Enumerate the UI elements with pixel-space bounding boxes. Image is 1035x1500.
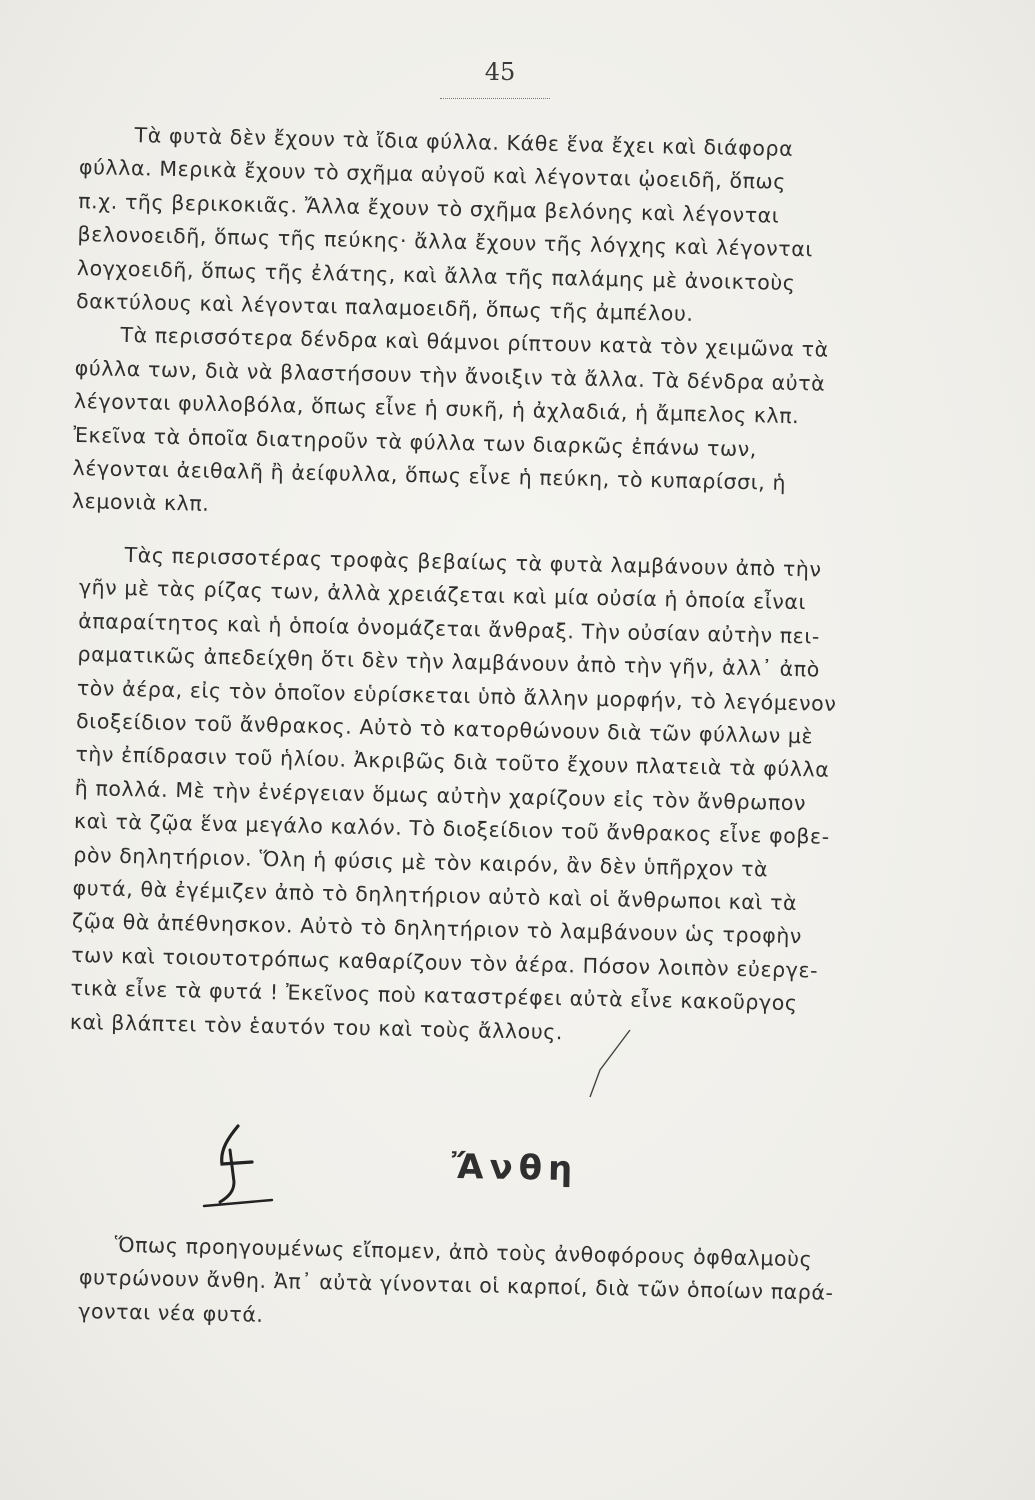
text-line: βελονοειδῆ, ὅπως τῆς πεύκης· ἄλλα ἔχουν τῆς λόγχης καὶ λέγονται	[77, 222, 814, 262]
text-line: Ἐκεῖνα τὰ ὁποῖα διατηροῦν τὰ φύλλα των διαρκῶς ἐπάνω των,	[73, 422, 758, 461]
text-line: ζῷα θὰ ἀπέθνησκον. Αὐτὸ τὸ δηλητήριον τὸ λαμβάνουν ὡς τροφὴν	[71, 909, 803, 949]
text-line: λέγονται ἀειθαλῆ ἢ ἀείφυλλα, ὅπως εἶνε ἡ πεύκη, τὸ κυπαρίσσι, ἡ	[72, 455, 787, 495]
text-line: διοξείδιον τοῦ ἄνθρακος. Αὐτὸ τὸ κατορθώνουν διὰ τῶν φύλλων μὲ	[75, 708, 814, 749]
paragraph-leaves	[72, 118, 910, 536]
text-line: φυτά, θὰ ἐγέμιζεν ἀπὸ τὸ δηλητήριον αὐτὸ καὶ οἱ ἄνθρωποι καὶ τὰ	[72, 875, 798, 916]
text-line: λεμονιὰ κλπ.	[71, 489, 210, 517]
text-line: των καὶ τοιουτοτρόπως καθαρίζουν τὸν ἀέρα. Πόσον λοιπὸν εὐεργε-	[71, 942, 819, 983]
text-line: ἢ πολλά. Μὲ τὴν ἐνέργειαν ὅμως αὐτὴν χαρίζουν εἰς τὸν ἄνθρωπον	[74, 775, 807, 816]
text-line: τὸν ἀέρα, εἰς τὸν ὁποῖον εὑρίσκεται ὑπὸ ἄλλην μορφήν, τὸ λεγόμενον	[76, 675, 837, 716]
text-line: καὶ βλάπτει τὸν ἑαυτόν του καὶ τοὺς ἄλλους.	[69, 1009, 564, 1044]
text-line: λέγονται φυλλοβόλα, ὅπως εἶνε ἡ συκῆ, ἡ ἀχλαδιά, ἡ ἄμπελος κλπ.	[73, 389, 800, 429]
pen-slash-mark	[585, 1025, 635, 1100]
text-line: ἀπαραίτητος καὶ ἡ ὁποία ὀνομάζεται ἄνθραξ. Τὴν οὐσίαν αὐτὴν πει-	[78, 608, 821, 649]
text-line: Τὰ φυτὰ δὲν ἔχουν τὰ ἴδια φύλλα. Κάθε ἕνα ἔχει καὶ διάφορα	[134, 123, 794, 161]
text-line: Τὰς περισσοτέρας τροφὰς βεβαίως τὰ φυτὰ λαμβάνουν ἀπὸ τὴν	[124, 542, 822, 582]
text-line: γῆν μὲ τὰς ρίζας των, ἀλλὰ χρειάζεται καὶ μία οὐσία ἡ ὁποία εἶναι	[78, 575, 807, 615]
page-number-rule	[440, 98, 550, 99]
text-line: φύλλα. Μερικὰ ἔχουν τὸ σχῆμα αὐγοῦ καὶ λέγονται ᾠοειδῆ, ὅπως	[78, 155, 787, 195]
text-line: λογχοειδῆ, ὅπως τῆς ἐλάτης, καὶ ἄλλα τῆς παλάμης μὲ ἀνοικτοὺς	[76, 255, 796, 295]
text-line: ραματικῶς ἀπεδείχθη ὅτι δὲν τὴν λαμβάνουν ἀπὸ τὴν γῆν, ἀλλ᾽ ἀπὸ	[77, 642, 821, 682]
text-line: φυτρώνουν ἄνθη. Ἀπ᾽ αὐτὰ γίνονται οἱ καρποί, διὰ τῶν ὁποίων παρά-	[78, 1265, 834, 1306]
text-line: Ὅπως προηγουμένως εἴπομεν, ἀπὸ τοὺς ἀνθοφόρους ὀφθαλμοὺς	[114, 1232, 813, 1272]
text-line: Τὰ περισσότερα δένδρα καὶ θάμνοι ρίπτουν κατὰ τὸν χειμῶνα τὰ	[120, 323, 829, 363]
text-line: φύλλα των, διὰ νὰ βλαστήσουν τὴν ἄνοιξιν τὰ ἄλλα. Τὰ δένδρα αὐτὰ	[74, 355, 826, 396]
page-number: 45	[484, 58, 516, 86]
text-line: ρὸν δηλητήριον. Ὅλη ἡ φύσις μὲ τὸν καιρόν, ἂν δὲν ὑπῆρχον τὰ	[73, 842, 769, 882]
text-line: τὴν ἐπίδρασιν τοῦ ἡλίου. Ἀκριβῶς διὰ τοῦτο ἔχουν πλατειὰ τὰ φύλλα	[75, 742, 830, 783]
paragraph-nutrition	[70, 538, 910, 1056]
handwritten-pen-mark	[190, 1120, 285, 1210]
text-line: τικὰ εἶνε τὰ φυτά ! Ἐκεῖνος ποὺ καταστρέφει αὐτὰ εἶνε κακοῦργος	[70, 976, 798, 1016]
text-line: π.χ. τῆς βερικοκιᾶς. Ἄλλα ἔχουν τὸ σχῆμα βελόνης καὶ λέγονται	[78, 188, 780, 228]
paragraph-flowers	[78, 1228, 910, 1346]
text-line: δακτύλους καὶ λέγονται παλαμοειδῆ, ὅπως τῆς ἀμπέλου.	[75, 288, 694, 326]
section-heading: Ἄνθη	[451, 1146, 579, 1190]
text-line: καὶ τὰ ζῷα ἕνα μεγάλο καλόν. Τὸ διοξείδιον τοῦ ἄνθρακος εἶνε φοβε-	[73, 809, 830, 850]
text-line: γονται νέα φυτά.	[78, 1298, 264, 1327]
